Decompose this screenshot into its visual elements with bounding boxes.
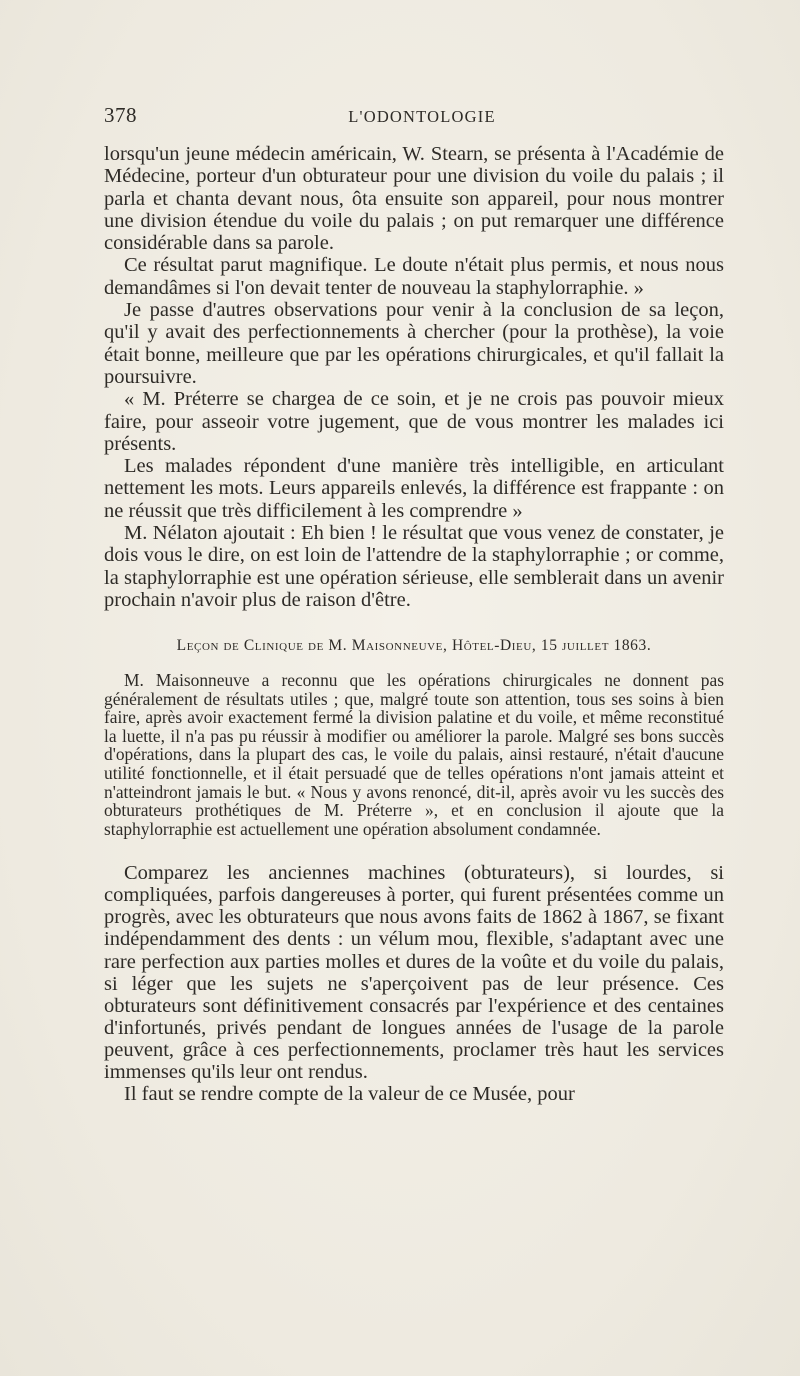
paragraph: Ce résultat parut magnifique. Le doute n'était plus permis, et nous nous demandâmes si l'on devait tenter de nouveau la staphylorraphie. » <box>104 254 724 299</box>
paragraph: Je passe d'autres observations pour venir à la conclusion de sa leçon, qu'il y avait des perfectionnements à chercher (pour la prothèse), la voie était bonne, meilleure que par les opérations chirurgicales, et qu'il fallait la poursuivre. <box>104 299 724 388</box>
paragraph: lorsqu'un jeune médecin américain, W. Stearn, se présenta à l'Académie de Médecine, porteur d'un obturateur pour une division du voile du palais ; il parla et chanta devant nous, ôta ensuite son appareil, pour nous montrer une division étendue du voile du palais ; on put remarquer une différence considérable dans sa parole. <box>104 143 724 255</box>
paragraph: Comparez les anciennes machines (obturateurs), si lourdes, si compliquées, parfois dangereuses à porter, qui furent présentées comme un progrès, avec les obturateurs que nous avons faits de 1862 à 1867, se fixant indépendamment des dents : un vélum mou, flexible, s'adaptant avec une rare perfection aux parties molles et dures de la voûte et du voile du palais, si léger que les sujets ne s'aperçoivent pas de leur présence. Ces obturateurs sont définitivement consacrés par l'expérience et des centaines d'infortunés, privés pendant de longues années de l'usage de la parole peuvent, grâce à ces perfectionnements, proclamer très haut les services immenses qu'ils leur ont rendus. <box>104 862 724 1083</box>
paragraph: « M. Préterre se chargea de ce soin, et je ne crois pas pouvoir mieux faire, pour asseoir votre jugement, que de vous montrer les malades ici présents. <box>104 388 724 455</box>
section-heading: Leçon de Clinique de M. Maisonneuve, Hôtel-Dieu, 15 juillet 1863. <box>176 637 652 655</box>
small-paragraph: M. Maisonneuve a reconnu que les opérations chirurgicales ne donnent pas généralement de résultats utiles ; que, malgré toute son attention, tous ses soins à bien faire, après avoir exactement fermé la division palatine et du voile, et même reconstitué la luette, il n'a pas pu réussir à modifier ou améliorer la parole. Malgré ses bons succès d'opérations, dans la plupart des cas, le voile du palais, ainsi restauré, n'était d'aucune utilité fonctionnelle, et il était persuadé que de telles opérations n'ont jamais atteint et n'atteindront jamais le but. « Nous y avons renoncé, dit-il, après avoir vu les succès des obturateurs prothétiques de M. Préterre », et en conclusion il ajoute que la staphylorraphie est actuellement une opération absolument condamnée. <box>104 670 724 839</box>
paragraph: M. Nélaton ajoutait : Eh bien ! le résultat que vous venez de constater, je dois vous le dire, on est loin de l'attendre de la staphylorraphie ; or comme, la staphylorraphie est une opération sérieuse, elle semblerait dans un avenir prochain n'avoir plus de raison d'être. <box>104 522 724 611</box>
page-header <box>104 103 730 133</box>
body-text <box>104 143 724 1105</box>
paragraph: Il faut se rendre compte de la valeur de ce Musée, pour <box>124 1083 575 1106</box>
quoted-lesson-block <box>104 671 724 838</box>
running-title: L'ODONTOLOGIE <box>348 107 496 126</box>
closing-block <box>104 862 724 1105</box>
paragraph: Les malades répondent d'une manière très intelligible, en articulant nettement les mots. Leurs appareils enlevés, la différence est frappante : on ne réussit que très difficilement à les comprendre » <box>104 455 724 522</box>
page-number: 378 <box>104 103 137 127</box>
